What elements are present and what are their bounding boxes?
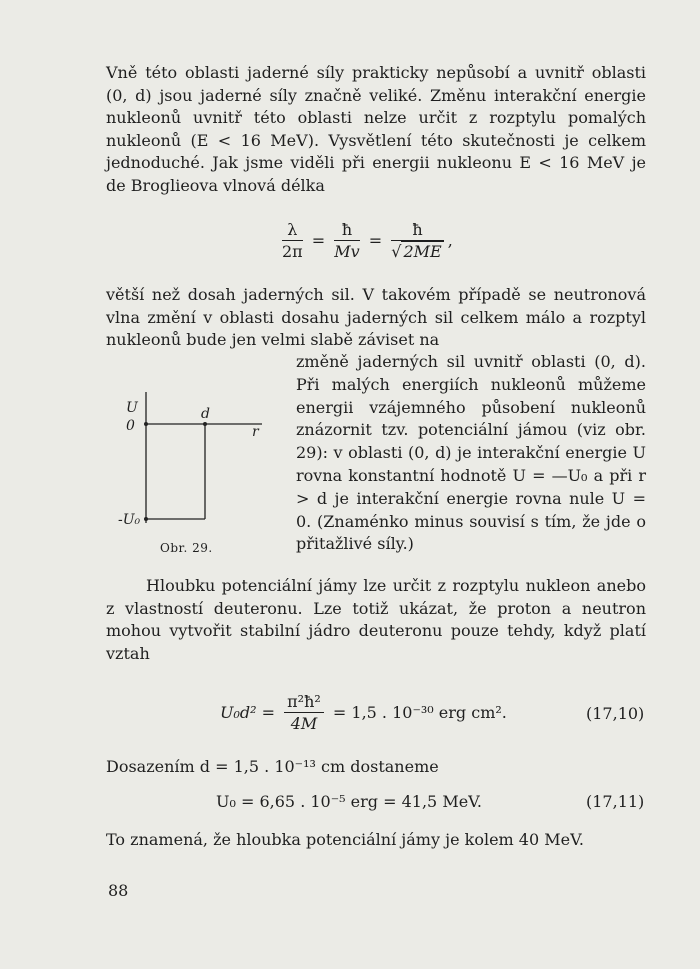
eq1-lambda: λ <box>282 220 303 241</box>
figure-caption: Obr. 29. <box>160 541 213 555</box>
eq2-lhs: U₀d² = <box>220 703 276 722</box>
eq1-comma: , <box>447 231 453 250</box>
page-number: 88 <box>108 881 129 900</box>
eq1-Mv: Mv <box>334 242 360 261</box>
equation-17-11: U₀ = 6,65 . 10⁻⁵ erg = 41,5 MeV. <box>216 792 483 811</box>
substitution-line: Dosazením d = 1,5 . 10⁻¹³ cm dostaneme <box>106 757 439 776</box>
label-d: d <box>201 406 210 422</box>
eq1-hbar-a: ħ <box>334 220 359 241</box>
label-r: r <box>252 424 259 440</box>
eq2-rhs: = 1,5 . 10⁻³⁰ erg cm². <box>332 703 507 722</box>
eq1-sqrt-2ME: 2ME <box>403 242 442 261</box>
minus-u0-dot <box>144 517 148 521</box>
eq1-hbar-b: ħ <box>391 220 443 241</box>
d-dot <box>203 422 207 426</box>
paragraph-deuteron: Hloubku potenciální jámy lze určit z rozptylu nukleon anebo z vlastností deuteronu. Lze totiž ukázat, že proton a neutron mohou vytvořit stabilní jádro deuteronu pouze tehdy, když platí vztah <box>106 576 646 663</box>
paragraph-potential-well: změně jaderných sil uvnitř oblasti (0, d). Při malých energiích nukleonů můžeme energii vzájemného působení nukleonů znázornit tzv. potenciální jámou (viz obr. 29): v oblasti (0, d) je interakční energie U rovna konstantní hodnotě U = —U₀ a při r > d je interakční energie rovna nule U = 0. (Znaménko minus souvisí s tím, že jde o přitažlivé síly.) <box>296 352 646 554</box>
equation-17-10 <box>220 692 507 735</box>
label-minus-U0: -U₀ <box>118 512 141 528</box>
figure-potential-well <box>112 388 272 528</box>
origin-dot <box>144 422 148 426</box>
equation-number-17-10: (17,10) <box>586 704 645 723</box>
paragraph-intro: Vně této oblasti jaderné síly prakticky nepůsobí a uvnitř oblasti (0, d) jsou jaderné síly značně veliké. Změnu interakční energie nukleonů uvnitř této oblasti nelze určit z rozptylu pomalých nukleonů (E < 16 MeV). Vysvětlení této skutečnosti je celkem jednoduché. Jak jsme viděli při energii nukleonu E < 16 MeV je de Broglieova vlnová délka <box>106 63 646 195</box>
equation-de-broglie: $\frac{\lambda}{2\pi}$ = $\frac{ħ}{Mv}$ = $\frac{ħ}{√ 2ME}$ , <box>282 220 453 261</box>
label-U: U <box>126 400 138 416</box>
label-0: 0 <box>126 418 135 434</box>
equation-number-17-11: (17,11) <box>586 792 645 811</box>
eq2-denominator: 4M <box>290 714 318 733</box>
eq2-numerator: π²ħ² <box>284 692 324 713</box>
eq1-2pi: 2π <box>282 242 303 261</box>
conclusion-line: To znamená, že hloubka potenciální jámy je kolem 40 MeV. <box>106 830 584 849</box>
paragraph-neutron-wave: větší než dosah jaderných sil. V takovém případě se neutronová vlna změní v oblasti dosahu jaderných sil celkem málo a rozptyl nukleonů bude jen velmi slabě záviset na <box>106 285 646 350</box>
